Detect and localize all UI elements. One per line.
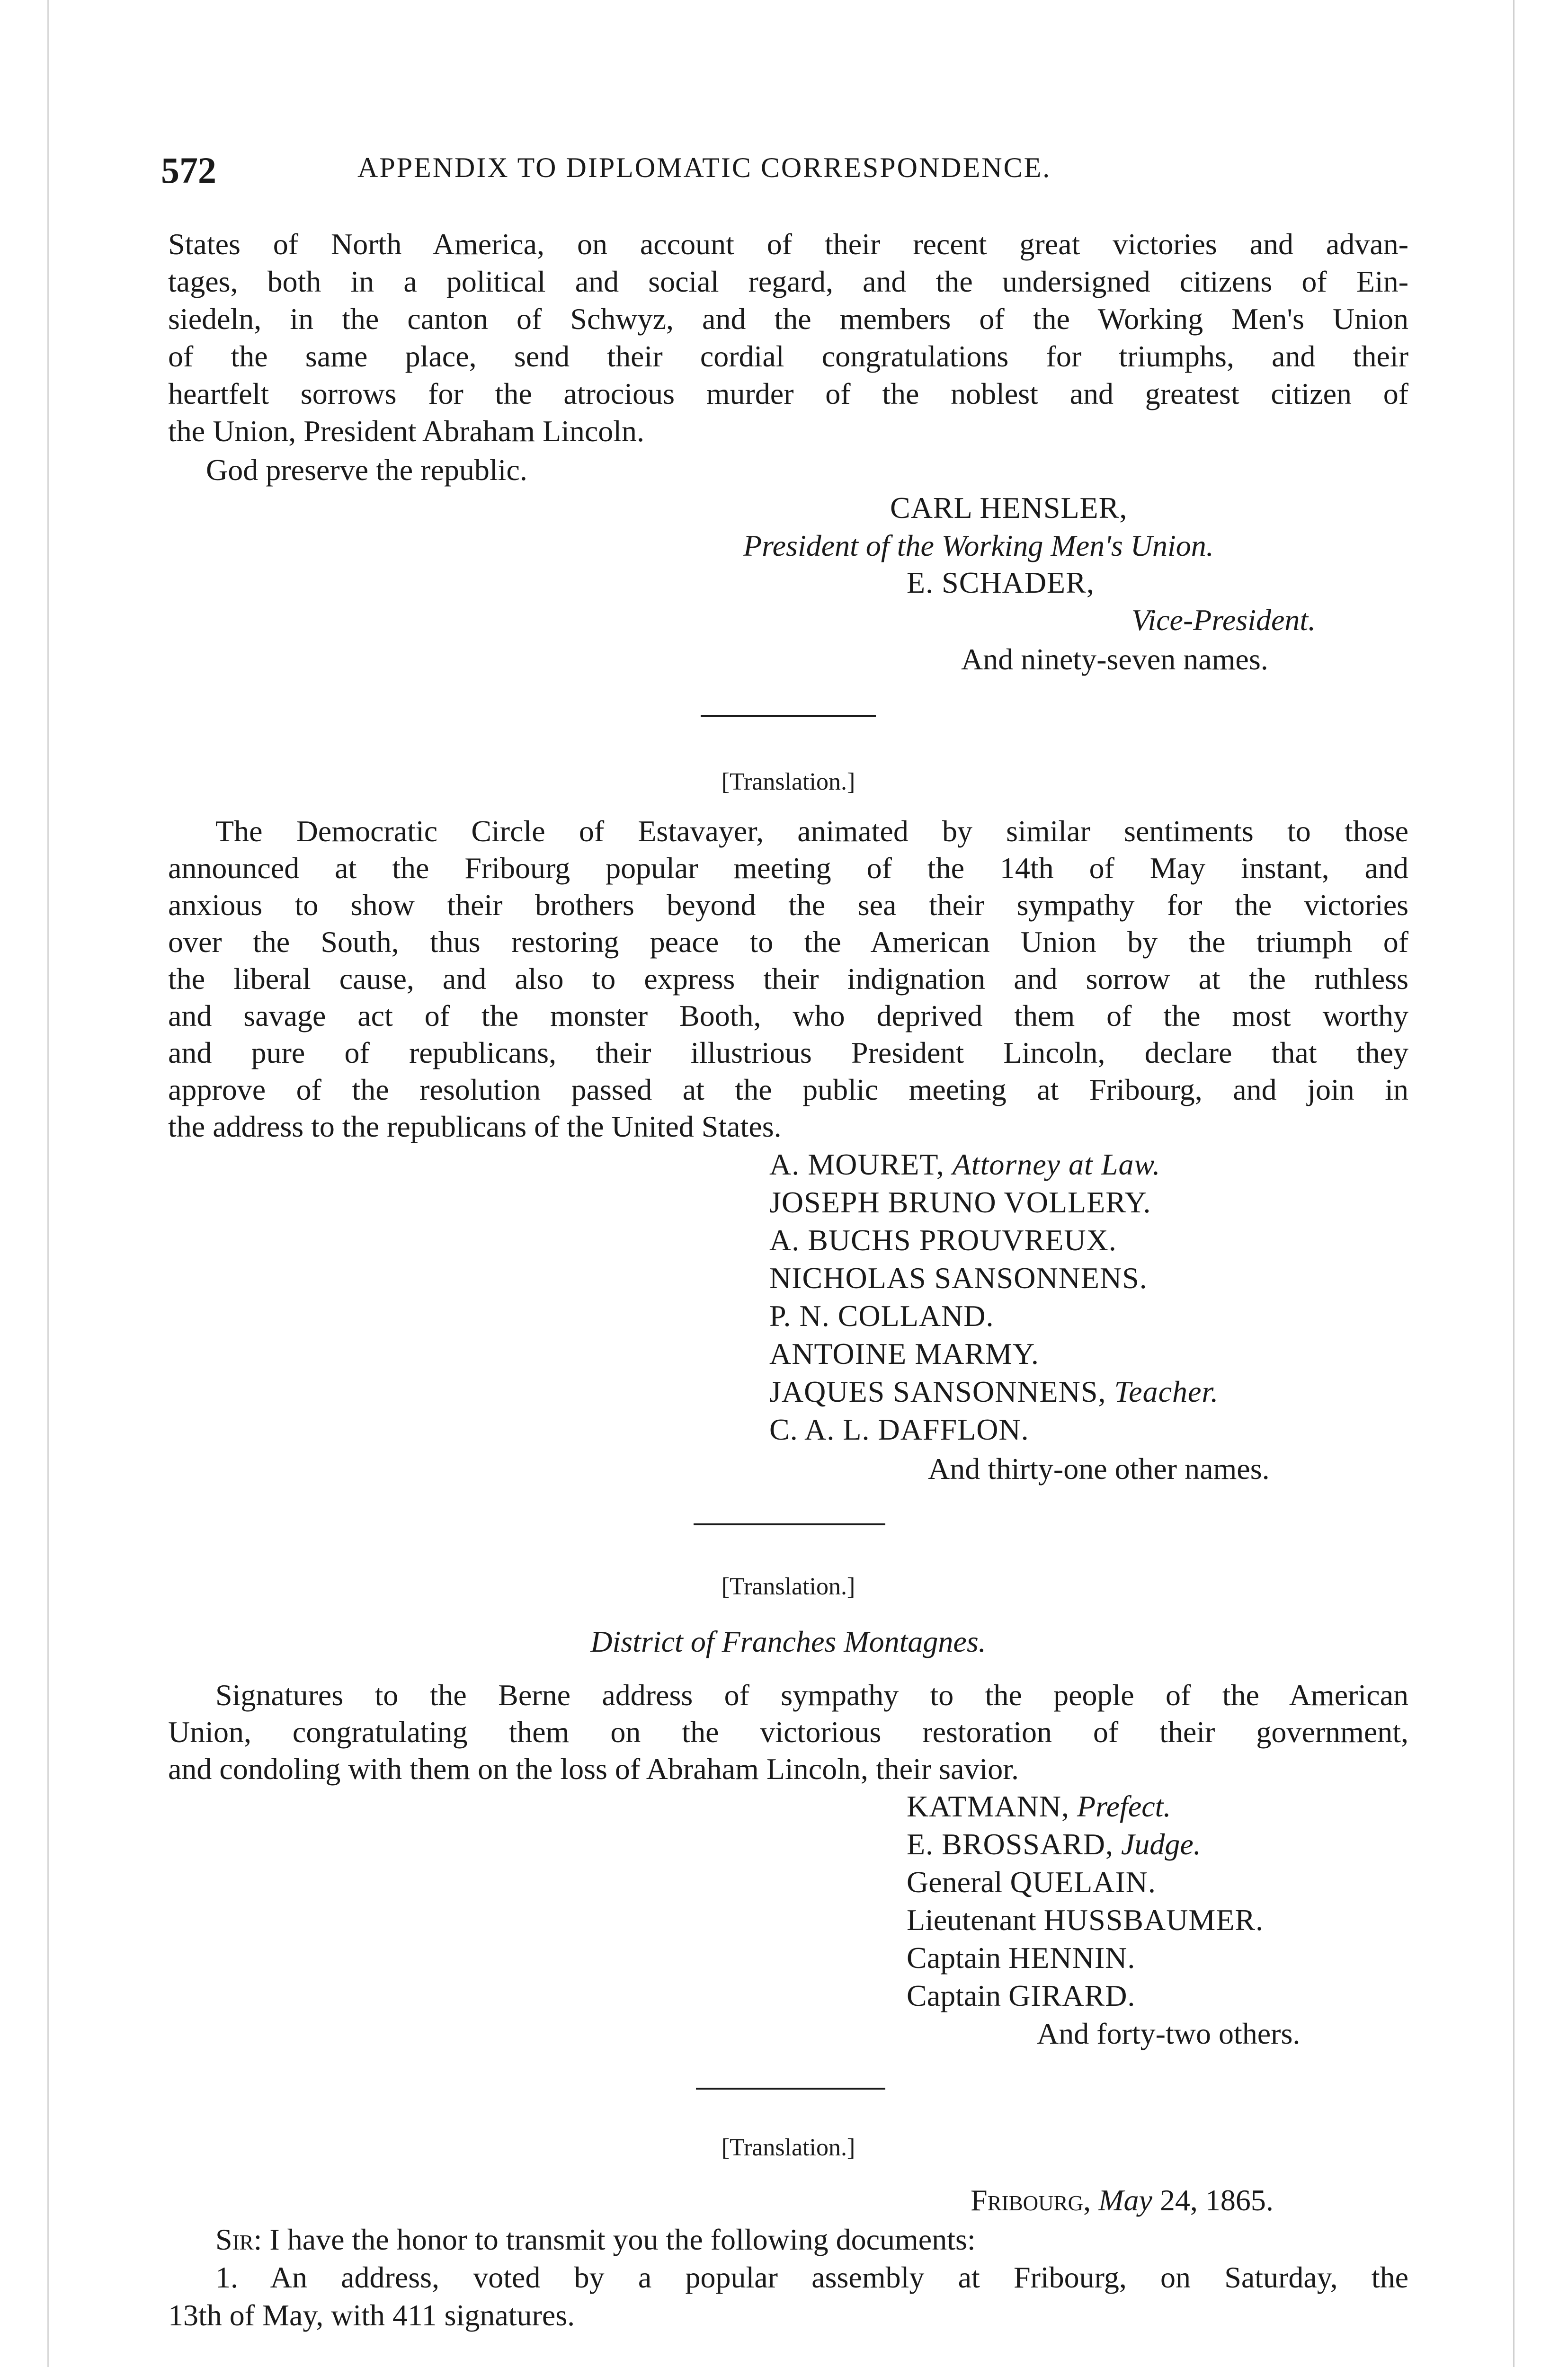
s3-signer-2 [907, 1826, 1201, 1862]
s2-line-4: over the South, thus restoring peace to the American Union by the triumph of [168, 925, 1408, 959]
page-edge-left [47, 0, 49, 2367]
s3-signer-2-title: Judge. [1121, 1827, 1201, 1861]
s4-salutation-line [215, 2222, 976, 2258]
signer-schader-title: Vice-President. [1131, 603, 1316, 637]
s2-signer-7-name: JAQUES SANSONNENS, [769, 1375, 1106, 1408]
s3-others: And forty-two others. [1037, 2017, 1301, 2050]
s2-signer-4: NICHOLAS SANSONNENS. [769, 1261, 1148, 1295]
s3-signer-3-name: QUELAIN. [1010, 1865, 1156, 1899]
s2-signer-1-title: Attorney at Law. [952, 1148, 1161, 1181]
s2-line-3: anxious to show their brothers beyond the sea their sympathy for the victories [168, 888, 1408, 922]
s4-date-rest: 24, 1865. [1159, 2183, 1274, 2217]
s2-line-5: the liberal cause, and also to express their indignation and sorrow at the ruthless [168, 962, 1408, 996]
s3-signer-1-name: KATMANN, [907, 1789, 1069, 1823]
s3-signer-3 [907, 1864, 1156, 1900]
s2-signer-5: P. N. COLLAND. [769, 1299, 994, 1333]
s2-signer-3: A. BUCHS PROUVREUX. [769, 1223, 1117, 1257]
running-title: APPENDIX TO DIPLOMATIC CORRESPONDENCE. [357, 152, 1051, 183]
s2-others: And thirty-one other names. [928, 1452, 1270, 1486]
s3-signer-6 [907, 1978, 1135, 2014]
s4-item-line-1: 1. An address, voted by a popular assembly at Fribourg, on Saturday, the [215, 2260, 1408, 2294]
s1-line-6: the Union, President Abraham Lincoln. [168, 414, 645, 448]
s2-signer-1-name: A. MOURET, [769, 1148, 944, 1181]
s2-line-8: approve of the resolution passed at the public meeting at Fribourg, and join in [168, 1073, 1408, 1106]
s3-heading: [Translation.] [721, 1573, 855, 1600]
signer-hensler: CARL HENSLER, [890, 491, 1128, 525]
s2-line-2: announced at the Fribourg popular meeting of the 14th of May instant, and [168, 851, 1408, 885]
s3-signer-1-title: Prefect. [1077, 1789, 1171, 1823]
s2-signer-8: C. A. L. DAFFLON. [769, 1413, 1029, 1446]
s4-heading: [Translation.] [721, 2134, 855, 2161]
s3-signer-4-name: HUSSBAUMER. [1043, 1903, 1264, 1937]
page-edge-right [1513, 0, 1515, 2367]
s2-signer-7 [769, 1374, 1219, 1410]
s3-signer-5 [907, 1940, 1135, 1976]
s2-line-7: and pure of republicans, their illustrious President Lincoln, declare that they [168, 1036, 1408, 1069]
s3-line-2: Union, congratulating them on the victorious restoration of their government, [168, 1715, 1408, 1749]
s1-line-5: heartfelt sorrows for the atrocious murder of the noblest and greatest citizen of [168, 377, 1408, 410]
s3-signer-2-name: E. BROSSARD, [907, 1827, 1114, 1861]
s4-salutation: Sir: [215, 2223, 262, 2256]
s1-line-3: siedeln, in the canton of Schwyz, and the members of the Working Men's Union [168, 302, 1408, 336]
s3-signer-3-rank: General [907, 1865, 1003, 1899]
s4-salutation-rest: I have the honor to transmit you the following documents: [269, 2223, 976, 2256]
s3-signer-6-rank: Captain [907, 1979, 1001, 2012]
s4-item-line-2: 13th of May, with 411 signatures. [168, 2298, 575, 2332]
s3-line-1: Signatures to the Berne address of sympathy to the people of the American [215, 1678, 1408, 1712]
s2-line-6: and savage act of the monster Booth, who deprived them of the most worthy [168, 999, 1408, 1032]
s2-line-1: The Democratic Circle of Estavayer, animated by similar sentiments to those [215, 814, 1408, 848]
s1-closing: God preserve the republic. [206, 453, 527, 487]
s3-line-3: and condoling with them on the loss of Abraham Lincoln, their savior. [168, 1752, 1019, 1786]
s1-line-2: tages, both in a political and social regard, and the undersigned citizens of Ein- [168, 265, 1408, 298]
s1-line-4: of the same place, send their cordial congratulations for triumphs, and their [168, 339, 1408, 373]
s3-signer-6-name: GIRARD. [1008, 1979, 1136, 2012]
s3-signer-4-rank: Lieutenant [907, 1903, 1036, 1937]
s4-dateline [971, 2182, 1274, 2218]
s2-signer-7-title: Teacher. [1114, 1375, 1219, 1408]
s2-heading: [Translation.] [721, 768, 855, 795]
s2-signer-2: JOSEPH BRUNO VOLLERY. [769, 1185, 1151, 1219]
s2-signer-1 [769, 1147, 1160, 1183]
s2-signer-6: ANTOINE MARMY. [769, 1337, 1039, 1370]
s3-subheading: District of Franches Montagnes. [590, 1625, 986, 1658]
page-number: 572 [161, 150, 216, 191]
s3-signer-5-name: HENNIN. [1008, 1941, 1136, 1975]
s3-signer-5-rank: Captain [907, 1941, 1001, 1975]
s2-line-9: the address to the republicans of the United States. [168, 1110, 782, 1143]
signer-schader: E. SCHADER, [907, 566, 1095, 599]
s4-place: Fribourg, [971, 2183, 1091, 2217]
s3-signer-4 [907, 1902, 1264, 1938]
s1-others: And ninety-seven names. [961, 642, 1268, 676]
s1-line-1: States of North America, on account of their recent great victories and advan- [168, 227, 1408, 261]
divider-1 [701, 715, 876, 717]
divider-3 [696, 2088, 885, 2090]
s3-signer-1 [907, 1789, 1171, 1824]
s4-date-month: May [1098, 2183, 1152, 2217]
divider-2 [694, 1523, 885, 1525]
signer-hensler-title: President of the Working Men's Union. [743, 529, 1214, 562]
